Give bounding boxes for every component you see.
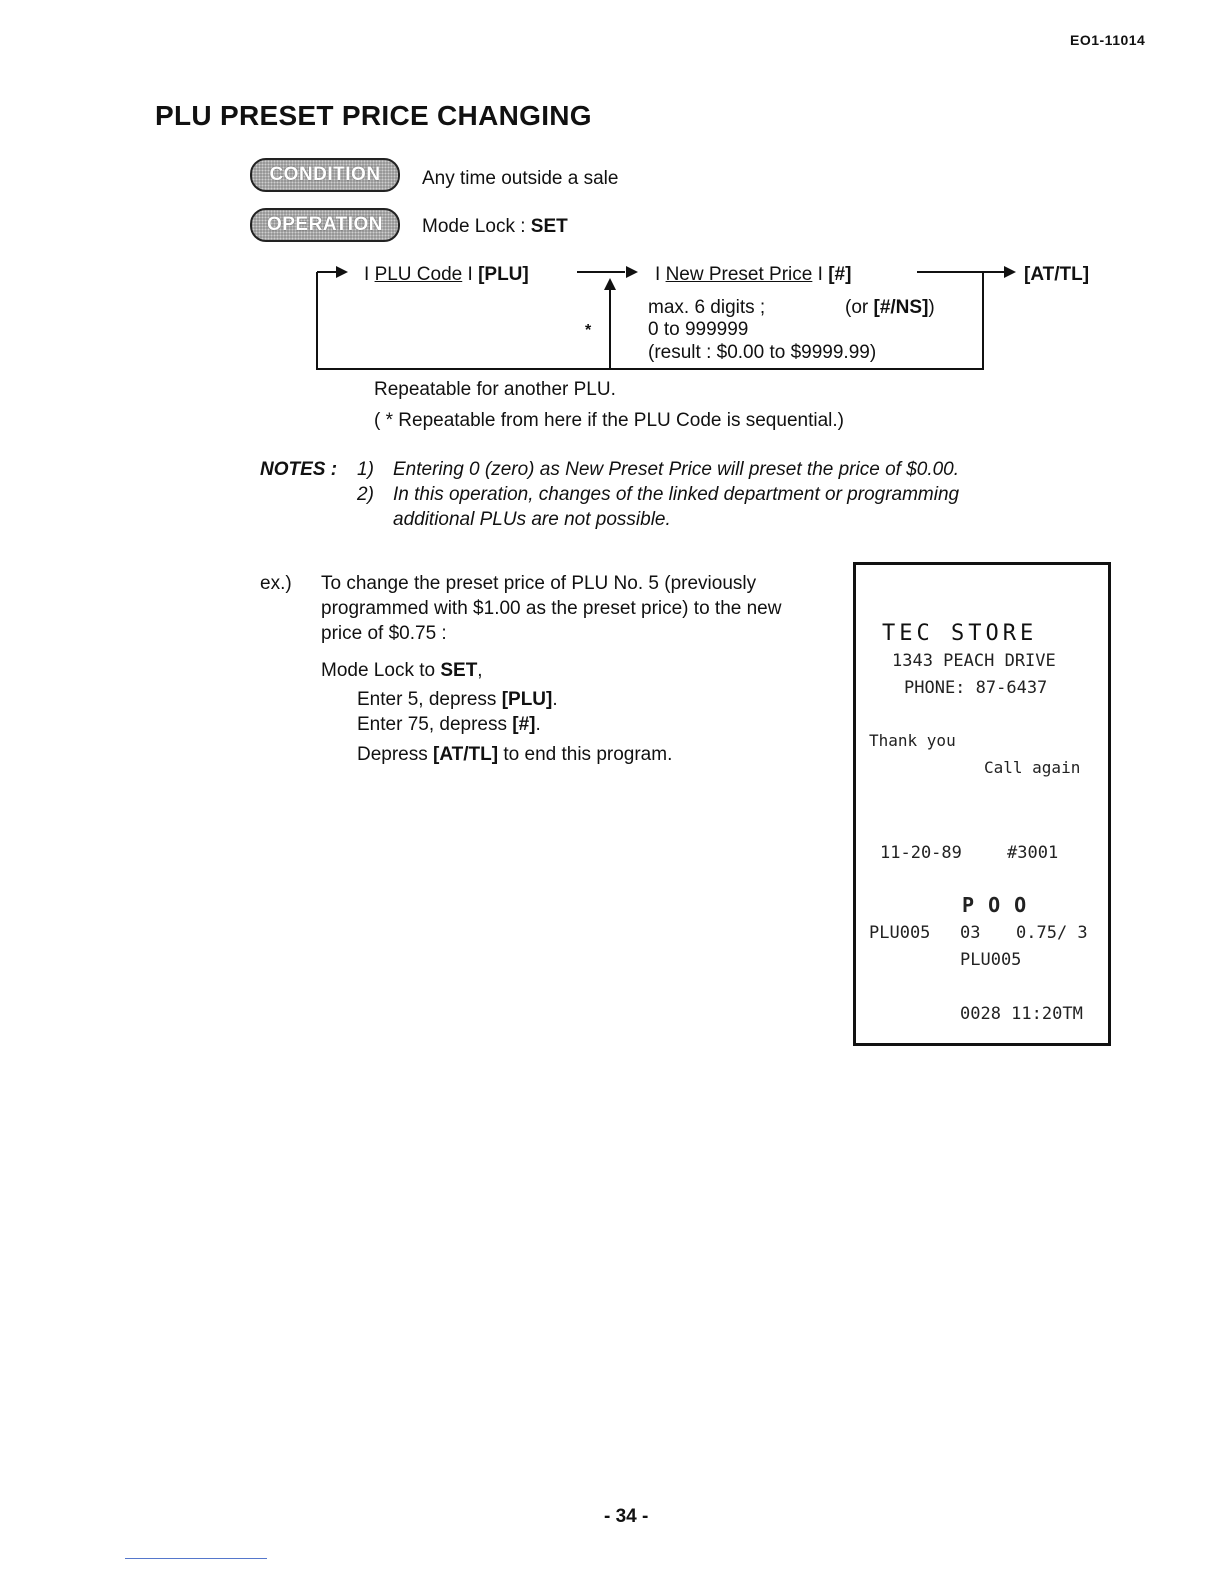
repeat-seq-note: ( * Repeatable from here if the PLU Code is sequential.) [374,410,844,431]
page-title: PLU PRESET PRICE CHANGING [155,100,592,131]
flow-new-price: New Preset Price [665,264,813,285]
flow-price-step [655,264,851,286]
flow-separator: I [655,264,661,285]
example-step-1-prefix: Enter 5, depress [357,689,502,710]
receipt-store-name: TEC STORE [882,621,1038,646]
flow-result: (result : $0.00 to $9999.99) [648,342,877,363]
condition-badge-label: CONDITION [269,164,381,185]
example-mode-prefix: Mode Lock to [321,660,441,681]
example-step-3-suffix: to end this program. [498,744,673,765]
note-1-text: Entering 0 (zero) as New Preset Price will preset the price of $0.00. [393,459,960,480]
flow-diagram [0,0,1224,400]
example-step-2 [357,714,541,736]
example-step-2-suffix: . [535,714,541,735]
sample-receipt [853,562,1111,1046]
receipt-call-again: Call again [984,758,1081,777]
example-step-2-key: [#] [512,714,536,735]
example-line-3: price of $0.75 : [321,623,447,644]
receipt-plu-qty: 03 [960,923,981,943]
note-2-line-2: additional PLUs are not possible. [393,509,671,530]
footer-rule [125,1558,267,1559]
flow-separator: I [817,264,823,285]
receipt-footer: 0028 11:20TM [960,1004,1083,1024]
example-step-3 [357,744,672,766]
flow-hash-key: [#] [828,264,852,285]
flow-arrows [0,0,1224,400]
flow-range: 0 to 999999 [648,319,749,340]
flow-plu-step [364,264,529,286]
receipt-date: 11-20-89 [880,843,962,863]
flow-separator: I [364,264,370,285]
receipt-phone: PHONE: 87-6437 [904,678,1048,698]
flow-alt-suffix: ) [928,297,935,318]
example-step-1-key: [PLU] [501,689,553,710]
example-mode-value: SET [440,660,478,681]
flow-alt-prefix: (or [845,297,874,318]
example-line-1: To change the preset price of PLU No. 5 (previously [321,573,757,594]
receipt-mode-code: P O O [962,893,1028,917]
note-1-number: 1) [357,459,374,480]
receipt-plu-price: 0.75/ 3 [1016,923,1088,943]
example-label: ex.) [260,573,292,594]
page-number: - 34 - [604,1506,649,1527]
condition-text: Any time outside a sale [422,168,619,189]
receipt-address: 1343 PEACH DRIVE [892,651,1056,671]
receipt-thanks: Thank you [869,731,956,750]
receipt-plu-name: PLU005 [869,923,931,943]
example-step-1 [357,689,558,711]
note-2-line-1: In this operation, changes of the linked department or programming [393,484,960,505]
flow-alt-key: [#/NS] [873,297,929,318]
flow-end-key: [AT/TL] [1024,264,1090,285]
notes-label: NOTES : [260,459,338,480]
operation-prefix: Mode Lock : [422,216,531,237]
repeat-plu-note: Repeatable for another PLU. [374,379,616,400]
operation-badge-label: OPERATION [266,214,384,235]
flow-asterisk: * [585,322,592,339]
note-2-number: 2) [357,484,374,505]
receipt-plu-line-2: PLU005 [960,950,1022,970]
example-step-3-prefix: Depress [357,744,434,765]
operation-mode: SET [530,216,568,237]
example-mode-step [321,660,483,682]
flow-separator: I [467,264,473,285]
receipt-number: #3001 [1007,843,1059,863]
document-id: EO1-11014 [1070,32,1146,48]
example-line-2: programmed with $1.00 as the preset price) to the new [321,598,782,619]
example-step-1-suffix: . [552,689,558,710]
example-step-3-key: [AT/TL] [433,744,499,765]
example-mode-suffix: , [477,660,483,681]
flow-plu-key: [PLU] [478,264,529,285]
flow-max-digits: max. 6 digits ; [648,297,766,318]
example-step-2-prefix: Enter 75, depress [357,714,513,735]
flow-plu-code: PLU Code [374,264,463,285]
flow-alt-key-note [845,297,935,319]
